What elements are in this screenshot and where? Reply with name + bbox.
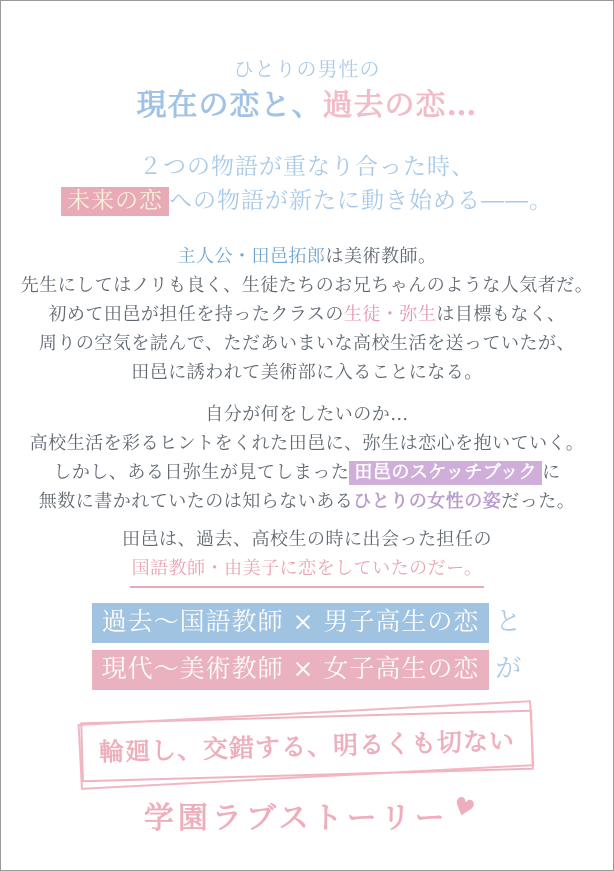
- synopsis1-line-1-rest: は美術教師。: [325, 246, 437, 267]
- tagline: [1, 790, 613, 837]
- hook-line-2: [1, 184, 613, 218]
- synopsis2-line-3-pre: しかし、ある日弥生が見てしまった: [53, 462, 350, 483]
- synopsis1-line-5: 田邑に誘われて美術部に入ることになる。: [131, 362, 483, 383]
- title-past-love: 過去の恋…: [322, 88, 478, 123]
- future-love-highlight: 未来の恋: [61, 187, 169, 216]
- student-name: 生徒・弥生: [343, 304, 437, 325]
- synopsis2-line-3-post: に: [542, 462, 561, 483]
- present-banner-suffix: が: [495, 654, 523, 684]
- synopsis2-line-4-pre: 無数に書かれていたのは知らないある: [38, 491, 354, 512]
- stamp-box-wrap: [1, 716, 613, 776]
- theme-banners: [1, 603, 613, 690]
- hook-line-2-rest: への物語が新たに動き始める――。: [169, 188, 553, 214]
- tagline-text: 学園ラブストーリー: [143, 801, 449, 836]
- sketchbook-highlight: 田邑のスケッチブック: [349, 461, 542, 485]
- present-banner: 現代〜美術教師 × 女子高生の恋: [92, 650, 490, 690]
- woman-figure-text: ひとりの女性の姿: [353, 491, 502, 512]
- past-banner: 過去〜国語教師 × 男子高生の恋: [92, 603, 490, 643]
- heart-icon: ♥: [448, 790, 478, 825]
- synopsis2-line-2: 高校生活を彩るヒントをくれた田邑に、弥生は恋心を抱いていく。: [29, 433, 585, 454]
- intro-line: ひとりの男性の: [233, 57, 381, 81]
- synopsis2-line-4: [1, 487, 613, 516]
- synopsis1-line-1: [1, 242, 613, 271]
- stamp-box: 輪廻し、交錯する、明るくも切ない: [80, 710, 534, 783]
- synopsis1-line-3-pre: 初めて田邑が担任を持ったクラスの: [48, 304, 344, 325]
- synopsis1-line-3-post: は目標もなく、: [436, 304, 566, 325]
- synopsis1-line-3: [1, 300, 613, 329]
- protagonist-name: 主人公・田邑拓郎: [177, 246, 326, 267]
- synopsis-paragraph-3: [1, 525, 613, 588]
- synopsis2-line-4-post: だった。: [501, 491, 576, 512]
- main-title: [1, 86, 613, 126]
- synopsis-paragraph-1: [1, 242, 613, 387]
- synopsis-paragraph-2: [1, 400, 613, 516]
- synopsis1-line-4: 周りの空気を読んで、ただあいまいな高校生活を送っていたが、: [38, 333, 576, 354]
- present-banner-line: [1, 650, 613, 690]
- title-present-love: 現在の恋と、: [136, 88, 323, 123]
- hook-line-1: ２つの物語が重なり合った時、: [139, 154, 475, 180]
- synopsis3-line-1: 田邑は、過去、高校生の時に出会った担任の: [122, 529, 492, 550]
- synopsis2-line-3: [1, 458, 613, 487]
- synopsis1-line-2: 先生にしてはノリも良く、生徒たちのお兄ちゃんのような人気者だ。: [20, 275, 594, 296]
- hook-block: [1, 150, 613, 218]
- synopsis2-line-1: 自分が何をしたいのか…: [205, 404, 409, 425]
- synopsis3-line-2: [1, 554, 613, 588]
- past-banner-suffix: と: [495, 607, 523, 637]
- past-banner-line: [1, 603, 613, 643]
- teacher-yumiko-text: 国語教師・由美子に恋をしていたのだー。: [130, 554, 485, 588]
